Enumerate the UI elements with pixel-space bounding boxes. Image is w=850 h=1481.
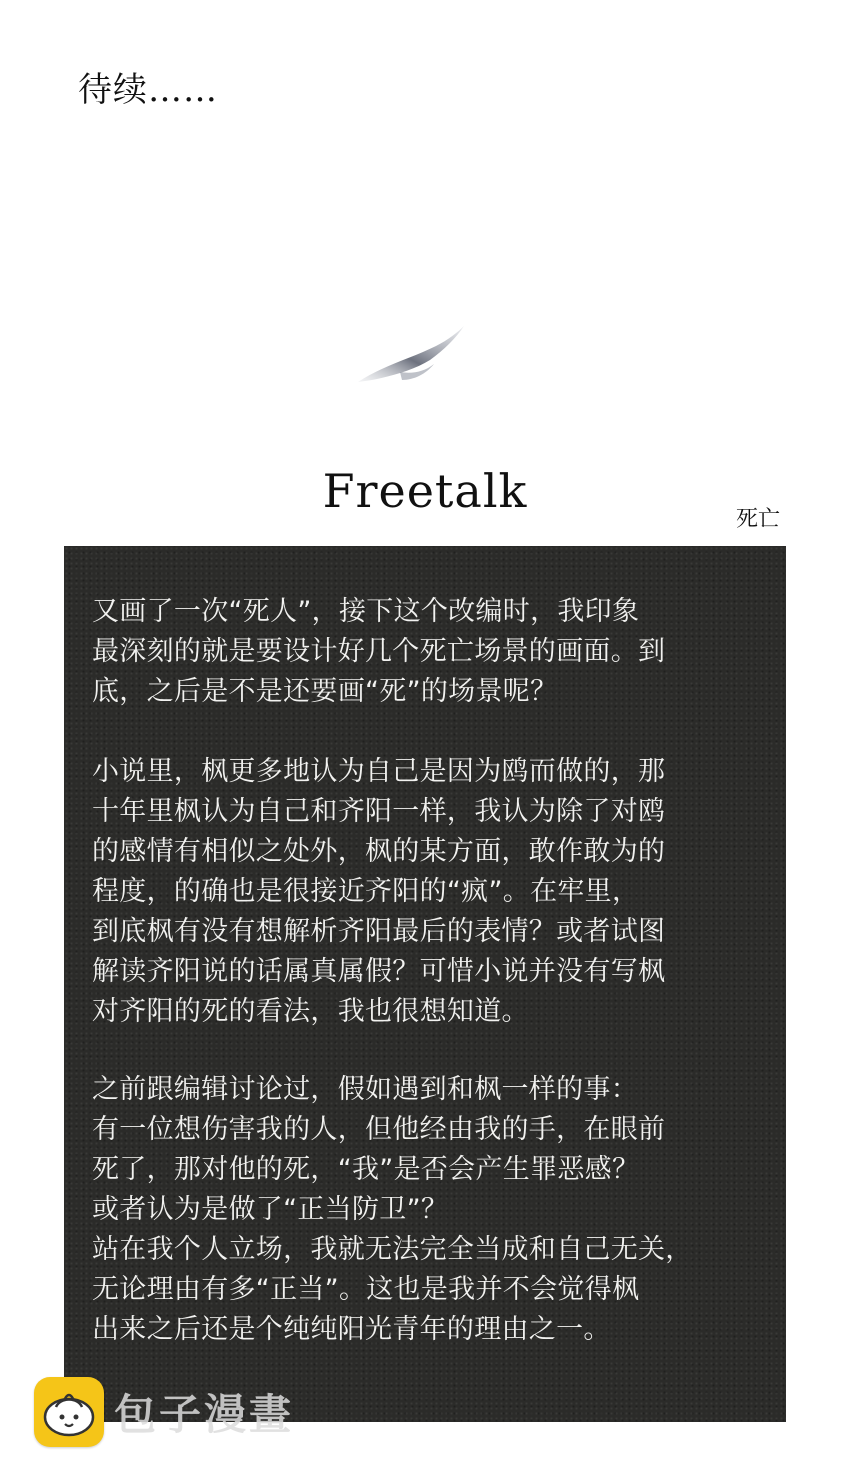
bird-illustration-icon	[352, 320, 472, 390]
panel-paragraph-3: 之前跟编辑讨论过，假如遇到和枫一样的事： 有一位想伤害我的人，但他经由我的手，在眼前 死了，那对他的死，“我”是否会产生罪恶感？ 或者认为是做了“正当防卫”？ 站在我个人立场，我就无法完全当成和自己无关， 无论理由有多“正当”。这也是我并不会觉得枫 出来之后还是个纯纯阳光青年的理由之一。	[92, 1074, 693, 1345]
freetalk-topic-tag: 死亡	[736, 507, 781, 532]
bun-mascot-icon	[34, 1377, 104, 1447]
panel-paragraph-1: 又画了一次“死人”，接下这个改编时，我印象 最深刻的就是要设计好几个死亡场景的画面。到 底，之后是不是还要画“死”的场景呢？	[92, 596, 666, 707]
to-be-continued-text: 待续……	[78, 70, 218, 110]
panel-paragraph-2: 小说里，枫更多地认为自己是因为鸥而做的，那 十年里枫认为自己和齐阳一样，我认为除了对鸥 的感情有相似之处外，枫的某方面，敢作敢为的 程度，的确也是很接近齐阳的“疯”。在牢里， 到底枫有没有想解析齐阳最后的表情？或者试图 解读齐阳说的话属真属假？可惜小说并没有写枫 对齐阳的死的看法，我也很想知道。	[92, 756, 666, 1027]
freetalk-text-panel	[64, 546, 786, 1422]
watermark-text: 包子漫畫	[114, 1390, 295, 1439]
site-watermark	[34, 1377, 294, 1447]
freetalk-title: Freetalk	[322, 464, 528, 518]
